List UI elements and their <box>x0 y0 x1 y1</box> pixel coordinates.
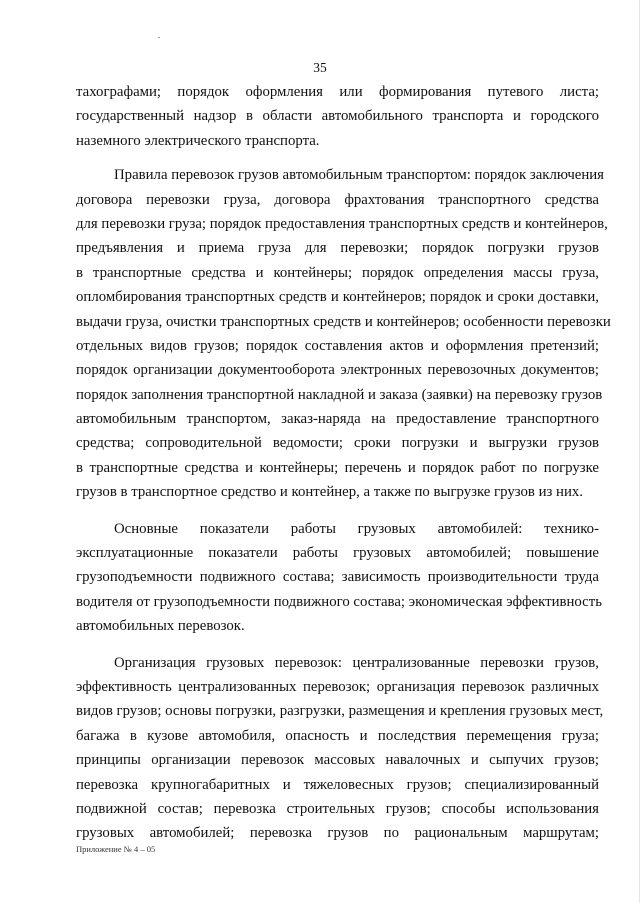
text-line: в транспортные средства и контейнеры; перечень и порядок работ по погрузке <box>76 459 599 476</box>
text-line: эффективность централизованных перевозок; организация перевозок различных <box>76 678 599 695</box>
text-line: подвижной состав; перевозка строительных грузов; способы использования <box>76 800 599 817</box>
paragraph-4 <box>76 651 604 846</box>
text-line: договора перевозки груза, договора фрахтования транспортного средства <box>76 191 599 208</box>
text-line: багажа в кузове автомобиля, опасность и последствия перемещения груза; <box>76 727 599 744</box>
footer-note: Приложение № 4 – 05 <box>76 844 156 854</box>
text-line: для перевозки груза; порядок предоставления транспортных средств и контейнеров, <box>76 215 608 232</box>
text-line: автомобильных перевозок. <box>76 618 245 635</box>
text-line: перевозка крупногабаритных и тяжеловесных грузов; специализированный <box>76 776 599 793</box>
text-line: автомобильным транспортом, заказ-наряда на предоставление транспортного <box>76 411 599 428</box>
text-line: наземного электрического транспорта. <box>76 132 320 149</box>
text-line: тахографами; порядок оформления или формирования путевого листа; <box>76 84 599 100</box>
text-line: порядок заполнения транспортной накладной и заказа (заявки) на перевозку грузов <box>76 386 603 403</box>
text-line: средства; сопроводительной ведомости; сроки погрузки и выгрузки грузов <box>76 435 599 452</box>
body-text <box>76 80 611 846</box>
text-line: предъявления и приема груза для перевозки; порядок погрузки грузов <box>76 240 599 257</box>
text-line: видов грузов; основы погрузки, разгрузки, размещения и крепления грузовых мест, <box>76 703 604 720</box>
text-line: эксплуатационные показатели работы грузовых автомобилей; повышение <box>76 545 599 562</box>
text-line: опломбирования транспортных средств и контейнеров; порядок и сроки доставки, <box>76 289 599 306</box>
text-line: принципы организации перевозок массовых навалочных и сыпучих грузов; <box>76 752 599 769</box>
text-line: Основные показатели работы грузовых автомобилей: технико- <box>114 520 599 537</box>
text-line: порядок организации документооборота электронных перевозочных документов; <box>76 362 599 379</box>
text-line: выдачи груза, очистки транспортных средств и контейнеров; особенности перевозки <box>76 313 611 330</box>
text-line: водителя от грузоподъемности подвижного состава; экономическая эффективность <box>76 593 602 610</box>
paragraph-2 <box>76 163 611 504</box>
text-line: Правила перевозок грузов автомобильным транспортом: порядок заключения <box>114 167 604 184</box>
paragraph-1 <box>76 80 599 153</box>
text-line: государственный надзор в области автомобильного транспорта и городского <box>76 108 599 125</box>
text-line: в транспортные средства и контейнеры; порядок определения массы груза, <box>76 264 599 281</box>
scan-speck <box>158 37 160 38</box>
paragraph-3 <box>76 517 602 639</box>
text-line: грузов в транспортное средство и контейнер, а также по выгрузке грузов из них. <box>76 484 583 501</box>
text-line: Организация грузовых перевозок: централизованные перевозки грузов, <box>114 654 599 671</box>
text-line: отдельных видов грузов; порядок составления актов и оформления претензий; <box>76 337 599 354</box>
text-line: грузоподъемности подвижного состава; зависимость производительности труда <box>76 569 599 586</box>
page-number: 35 <box>313 60 327 75</box>
text-line: грузовых автомобилей; перевозка грузов по рациональным маршрутам; <box>76 825 599 842</box>
